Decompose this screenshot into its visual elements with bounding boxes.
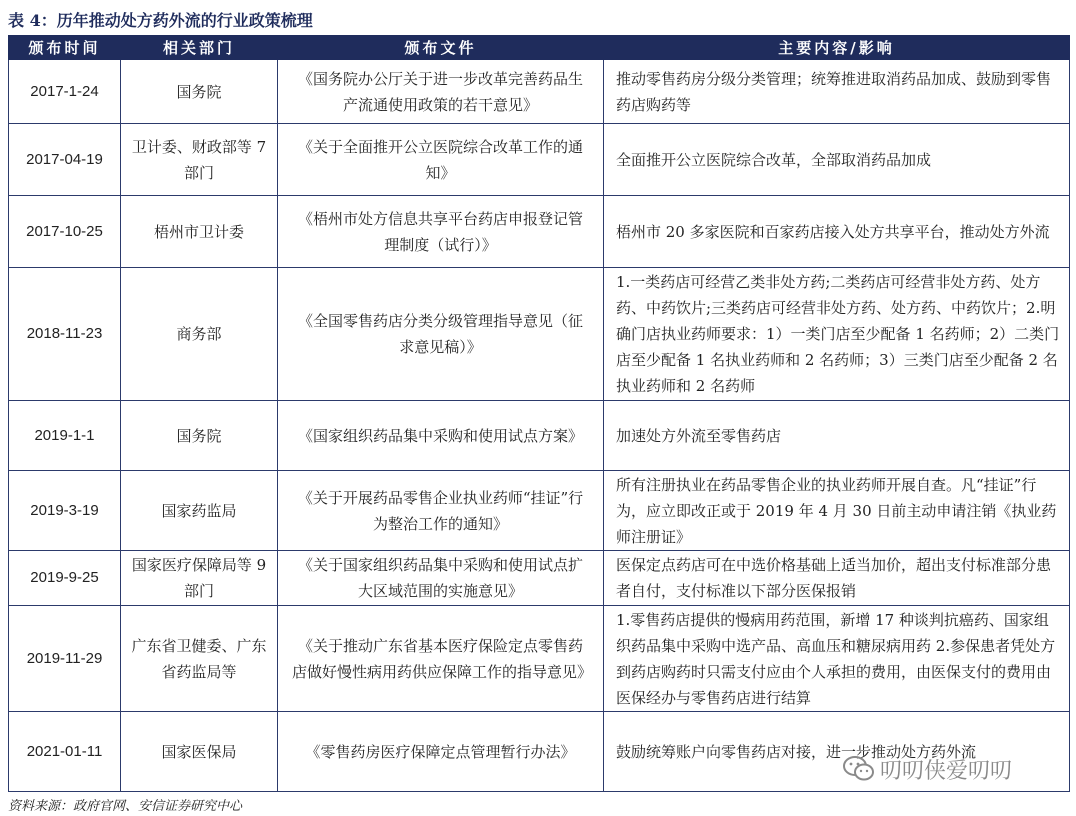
cell-content: 医保定点药店可在中选价格基础上适当加价，超出支付标准部分患者自付，支付标准以下部分医保报销 — [604, 551, 1070, 606]
cell-content: 1.零售药店提供的慢病用药范围，新增 17 种谈判抗癌药、国家组织药品集中采购中选产品、高血压和糖尿病用药 2.参保患者凭处方到药店购药时只需支付应由个人承担的费用，由医保支付的费用由医保经办与零售药店进行结算 — [604, 606, 1070, 712]
table-row — [9, 268, 1070, 401]
policy-table-container — [8, 35, 1070, 792]
watermark — [842, 752, 1012, 786]
table-row — [9, 124, 1070, 196]
wechat-icon — [842, 754, 876, 784]
cell-dept: 国家医疗保障局等 9 部门 — [121, 551, 278, 606]
cell-dept: 国务院 — [121, 401, 278, 471]
source-note: 资料来源：政府官网、安信证券研究中心 — [8, 799, 243, 814]
cell-dept: 国务院 — [121, 60, 278, 124]
table-row — [9, 196, 1070, 268]
cell-doc: 《零售药房医疗保障定点管理暂行办法》 — [278, 712, 604, 792]
header-date: 颁布时间 — [9, 36, 121, 60]
cell-doc: 《关于开展药品零售企业执业药师“挂证”行为整治工作的通知》 — [278, 471, 604, 551]
cell-content: 梧州市 20 多家医院和百家药店接入处方共享平台，推动处方外流 — [604, 196, 1070, 268]
cell-date: 2019-11-29 — [9, 606, 121, 712]
cell-date: 2019-3-19 — [9, 471, 121, 551]
header-dept: 相关部门 — [121, 36, 278, 60]
cell-dept: 梧州市卫计委 — [121, 196, 278, 268]
cell-date: 2019-1-1 — [9, 401, 121, 471]
watermark-text: 叨叨侠爱叨叨 — [880, 758, 1013, 784]
cell-content: 推动零售药房分级分类管理；统筹推进取消药品加成、鼓励到零售药店购药等 — [604, 60, 1070, 124]
table-row — [9, 471, 1070, 551]
cell-doc: 《国家组织药品集中采购和使用试点方案》 — [278, 401, 604, 471]
cell-content: 1.一类药店可经营乙类非处方药;二类药店可经营非处方药、处方药、中药饮片;三类药店可经营非处方药、处方药、中药饮片；2.明确门店执业药师要求：1）一类门店至少配备 1 名药师；2）二类门店至少配备 1 名执业药师和 2 名药师；3）三类门店至少配备 2 名执业药师和 2 名药师 — [604, 268, 1070, 401]
cell-dept: 卫计委、财政部等 7 部门 — [121, 124, 278, 196]
cell-doc: 《关于国家组织药品集中采购和使用试点扩大区域范围的实施意见》 — [278, 551, 604, 606]
cell-content: 加速处方外流至零售药店 — [604, 401, 1070, 471]
header-doc: 颁布文件 — [278, 36, 604, 60]
table-row — [9, 401, 1070, 471]
cell-doc: 《关于全面推开公立医院综合改革工作的通知》 — [278, 124, 604, 196]
cell-doc: 《梧州市处方信息共享平台药店申报登记管理制度（试行）》 — [278, 196, 604, 268]
table-row — [9, 551, 1070, 606]
cell-dept: 国家医保局 — [121, 712, 278, 792]
cell-content: 全面推开公立医院综合改革，全部取消药品加成 — [604, 124, 1070, 196]
table-title: 表 4：历年推动处方药外流的行业政策梳理 — [8, 11, 313, 30]
table-row — [9, 60, 1070, 124]
cell-content: 鼓励统筹账户向零售药店对接，进一步推动处方药外流 — [604, 712, 1070, 792]
cell-date: 2019-9-25 — [9, 551, 121, 606]
cell-date: 2017-04-19 — [9, 124, 121, 196]
cell-date: 2021-01-11 — [9, 712, 121, 792]
cell-dept: 广东省卫健委、广东省药监局等 — [121, 606, 278, 712]
table-header-row — [9, 36, 1070, 60]
cell-date: 2017-10-25 — [9, 196, 121, 268]
cell-doc: 《关于推动广东省基本医疗保险定点零售药店做好慢性病用药供应保障工作的指导意见》 — [278, 606, 604, 712]
cell-date: 2018-11-23 — [9, 268, 121, 401]
cell-dept: 国家药监局 — [121, 471, 278, 551]
cell-content: 所有注册执业在药品零售企业的执业药师开展自查。凡“挂证”行为，应立即改正或于 2019 年 4 月 30 日前主动申请注销《执业药师注册证》 — [604, 471, 1070, 551]
cell-date: 2017-1-24 — [9, 60, 121, 124]
cell-doc: 《国务院办公厅关于进一步改革完善药品生产流通使用政策的若干意见》 — [278, 60, 604, 124]
policy-table — [8, 35, 1070, 792]
header-content: 主要内容/影响 — [604, 36, 1070, 60]
table-row — [9, 606, 1070, 712]
cell-doc: 《全国零售药店分类分级管理指导意见（征求意见稿）》 — [278, 268, 604, 401]
cell-dept: 商务部 — [121, 268, 278, 401]
